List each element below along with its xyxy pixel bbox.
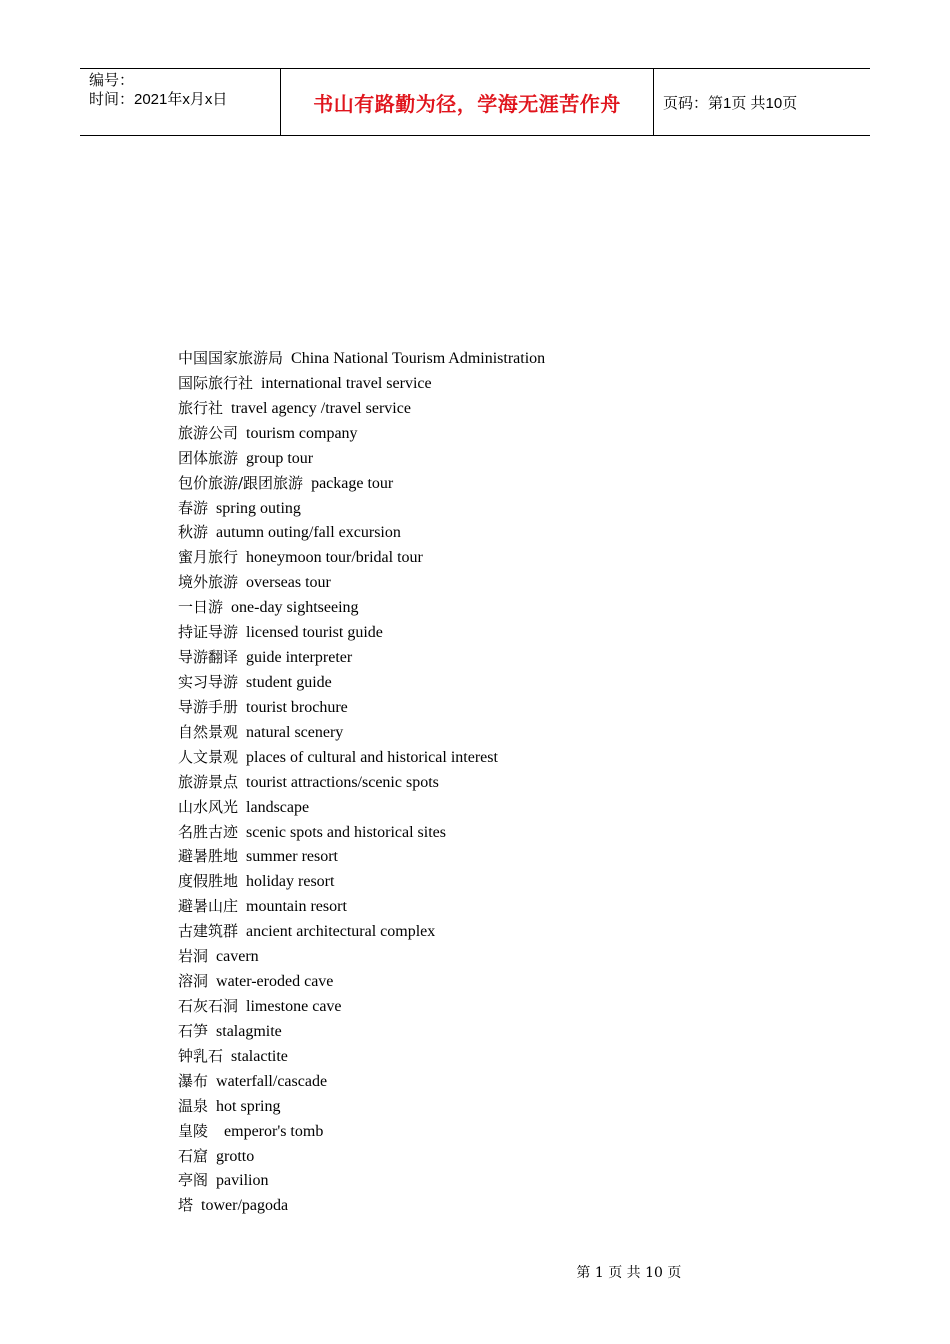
glossary-term-zh: 皇陵: [178, 1121, 209, 1140]
glossary-term-en: stalagmite: [216, 1022, 282, 1040]
glossary-term-en: mountain resort: [246, 898, 347, 916]
glossary-separator: [208, 1148, 216, 1165]
glossary-term-en: holiday resort: [246, 873, 335, 891]
glossary-separator: [223, 400, 231, 417]
glossary-term-en: emperor's tomb: [224, 1122, 324, 1140]
glossary-separator: [223, 599, 231, 616]
glossary-separator: [238, 724, 246, 741]
glossary-separator: [223, 1048, 231, 1065]
glossary-separator: [238, 549, 246, 566]
glossary-term-en: honeymoon tour/bridal tour: [246, 549, 423, 567]
glossary-separator: [208, 1098, 216, 1115]
glossary-term-en: guide interpreter: [246, 649, 353, 667]
glossary-row: [178, 1094, 545, 1119]
glossary-term-zh: 持证导游: [178, 623, 239, 642]
glossary-term-zh: 塔: [178, 1196, 194, 1215]
glossary-separator: [238, 898, 246, 915]
glossary-term-en: summer resort: [246, 848, 338, 866]
glossary-term-en: landscape: [246, 798, 310, 816]
glossary-term-zh: 蜜月旅行: [178, 548, 239, 567]
glossary-term-zh: 导游翻译: [178, 648, 239, 667]
glossary-term-en: scenic spots and historical sites: [246, 823, 446, 841]
glossary-term-zh: 人文景观: [178, 747, 239, 766]
glossary-separator: [303, 475, 311, 492]
glossary-term-zh: 避暑胜地: [178, 847, 239, 866]
glossary-term-zh: 名胜古迹: [178, 822, 239, 841]
glossary-term-zh: 亭阁: [178, 1171, 209, 1190]
glossary-separator: [208, 1023, 216, 1040]
glossary-term-zh: 石灰石洞: [178, 996, 239, 1015]
glossary-term-en: ancient architectural complex: [246, 923, 436, 941]
glossary-separator: [238, 799, 246, 816]
glossary-row: [178, 346, 545, 371]
glossary-row: [178, 1044, 545, 1069]
glossary-term-zh: 春游: [178, 498, 209, 517]
glossary-term-zh: 温泉: [178, 1096, 209, 1115]
glossary-term-zh: 旅游公司: [178, 423, 239, 442]
motto-text: 书山有路勤为径，学海无涯苦作舟: [313, 91, 621, 116]
glossary-term-zh: 避暑山庄: [178, 897, 239, 916]
glossary-separator: [238, 699, 246, 716]
glossary-term-zh: 旅游景点: [178, 772, 239, 791]
glossary-row: [178, 1119, 545, 1144]
glossary-term-en: tourist brochure: [246, 698, 348, 716]
glossary-term-zh: 团体旅游: [178, 448, 239, 467]
glossary-term-zh: 钟乳石: [178, 1046, 224, 1065]
glossary-separator: [238, 774, 246, 791]
glossary-term-en: waterfall/cascade: [216, 1072, 328, 1090]
glossary-row: [178, 545, 545, 570]
glossary-separator: [208, 524, 216, 541]
glossary-row: [178, 421, 545, 446]
glossary-row: [178, 994, 545, 1019]
glossary-list: [178, 346, 545, 1218]
glossary-row: [178, 446, 545, 471]
glossary-term-zh: 境外旅游: [178, 573, 239, 592]
glossary-row: [178, 919, 545, 944]
glossary-row: [178, 496, 545, 521]
date-label: 时间：2021年x月x日: [89, 91, 228, 108]
glossary-separator: [238, 873, 246, 890]
footer-page-number: 第 1 页 共 10 页: [576, 1265, 682, 1281]
glossary-row: [178, 570, 545, 595]
glossary-separator: [208, 1123, 224, 1140]
glossary-separator: [238, 749, 246, 766]
glossary-row: [178, 1144, 545, 1169]
glossary-term-zh: 度假胜地: [178, 872, 239, 891]
glossary-row: [178, 396, 545, 421]
glossary-row: [178, 1168, 545, 1193]
glossary-term-zh: 旅行社: [178, 398, 224, 417]
glossary-term-zh: 秋游: [178, 523, 209, 542]
glossary-term-zh: 一日游: [178, 598, 224, 617]
glossary-row: [178, 844, 545, 869]
glossary-row: [178, 894, 545, 919]
glossary-term-en: limestone cave: [246, 997, 342, 1015]
glossary-separator: [238, 848, 246, 865]
header-motto: [281, 69, 654, 135]
glossary-term-zh: 石笋: [178, 1021, 209, 1040]
glossary-separator: [208, 1172, 216, 1189]
glossary-term-zh: 自然景观: [178, 722, 239, 741]
glossary-separator: [238, 923, 246, 940]
glossary-separator: [238, 674, 246, 691]
glossary-separator: [238, 624, 246, 641]
glossary-separator: [238, 450, 246, 467]
glossary-term-en: places of cultural and historical interest: [246, 748, 498, 766]
glossary-term-zh: 石窟: [178, 1146, 209, 1165]
glossary-separator: [238, 574, 246, 591]
number-label: 编号：: [89, 72, 135, 89]
glossary-row: [178, 820, 545, 845]
glossary-term-zh: 溶洞: [178, 972, 209, 991]
page-header: [80, 68, 870, 136]
glossary-term-en: hot spring: [216, 1097, 281, 1115]
glossary-term-zh: 古建筑群: [178, 922, 239, 941]
glossary-separator: [238, 824, 246, 841]
glossary-term-en: pavilion: [216, 1172, 269, 1190]
glossary-term-en: natural scenery: [246, 723, 344, 741]
glossary-separator: [238, 649, 246, 666]
glossary-term-en: travel agency /travel service: [231, 399, 411, 417]
glossary-separator: [193, 1197, 201, 1214]
glossary-row: [178, 969, 545, 994]
glossary-separator: [208, 973, 216, 990]
glossary-term-zh: 实习导游: [178, 672, 239, 691]
glossary-term-en: package tour: [311, 474, 394, 492]
glossary-term-zh: 瀑布: [178, 1071, 209, 1090]
glossary-row: [178, 471, 545, 496]
glossary-term-en: autumn outing/fall excursion: [216, 524, 401, 542]
glossary-term-en: one-day sightseeing: [231, 599, 359, 617]
glossary-term-en: cavern: [216, 948, 259, 966]
glossary-row: [178, 670, 545, 695]
glossary-term-en: student guide: [246, 673, 332, 691]
glossary-term-zh: 岩洞: [178, 947, 209, 966]
glossary-row: [178, 1193, 545, 1218]
glossary-row: [178, 695, 545, 720]
glossary-term-en: water-eroded cave: [216, 973, 334, 991]
glossary-term-zh: 国际旅行社: [178, 373, 254, 392]
glossary-term-en: China National Tourism Administration: [291, 350, 546, 367]
header-page-info: [654, 69, 870, 135]
glossary-row: [178, 944, 545, 969]
glossary-term-zh: 山水风光: [178, 797, 239, 816]
page-footer: [0, 1246, 950, 1298]
glossary-term-en: stalactite: [231, 1047, 288, 1065]
glossary-row: [178, 520, 545, 545]
glossary-term-en: tourist attractions/scenic spots: [246, 773, 439, 791]
glossary-row: [178, 745, 545, 770]
glossary-row: [178, 1019, 545, 1044]
glossary-row: [178, 770, 545, 795]
glossary-term-zh: 包价旅游/跟团旅游: [178, 473, 304, 492]
header-meta: [80, 69, 281, 135]
glossary-term-en: international travel service: [261, 374, 432, 392]
glossary-separator: [238, 998, 246, 1015]
glossary-separator: [208, 500, 216, 517]
glossary-term-en: tower/pagoda: [201, 1197, 289, 1215]
glossary-separator: [238, 425, 246, 442]
glossary-row: [178, 620, 545, 645]
glossary-separator: [208, 948, 216, 965]
glossary-row: [178, 795, 545, 820]
glossary-separator: [283, 350, 291, 367]
glossary-row: [178, 720, 545, 745]
page-info-text: 页码：第1页 共10页: [663, 94, 798, 112]
glossary-row: [178, 645, 545, 670]
glossary-term-en: licensed tourist guide: [246, 624, 383, 642]
glossary-term-zh: 中国国家旅游局: [178, 349, 284, 367]
glossary-separator: [253, 375, 261, 392]
glossary-row: [178, 371, 545, 396]
glossary-term-en: group tour: [246, 449, 314, 467]
glossary-term-en: grotto: [216, 1147, 255, 1165]
glossary-term-en: tourism company: [246, 424, 358, 442]
glossary-row: [178, 595, 545, 620]
glossary-term-zh: 导游手册: [178, 697, 239, 716]
glossary-row: [178, 869, 545, 894]
glossary-separator: [208, 1073, 216, 1090]
glossary-row: [178, 1069, 545, 1094]
glossary-term-en: overseas tour: [246, 574, 331, 592]
glossary-term-en: spring outing: [216, 499, 301, 517]
